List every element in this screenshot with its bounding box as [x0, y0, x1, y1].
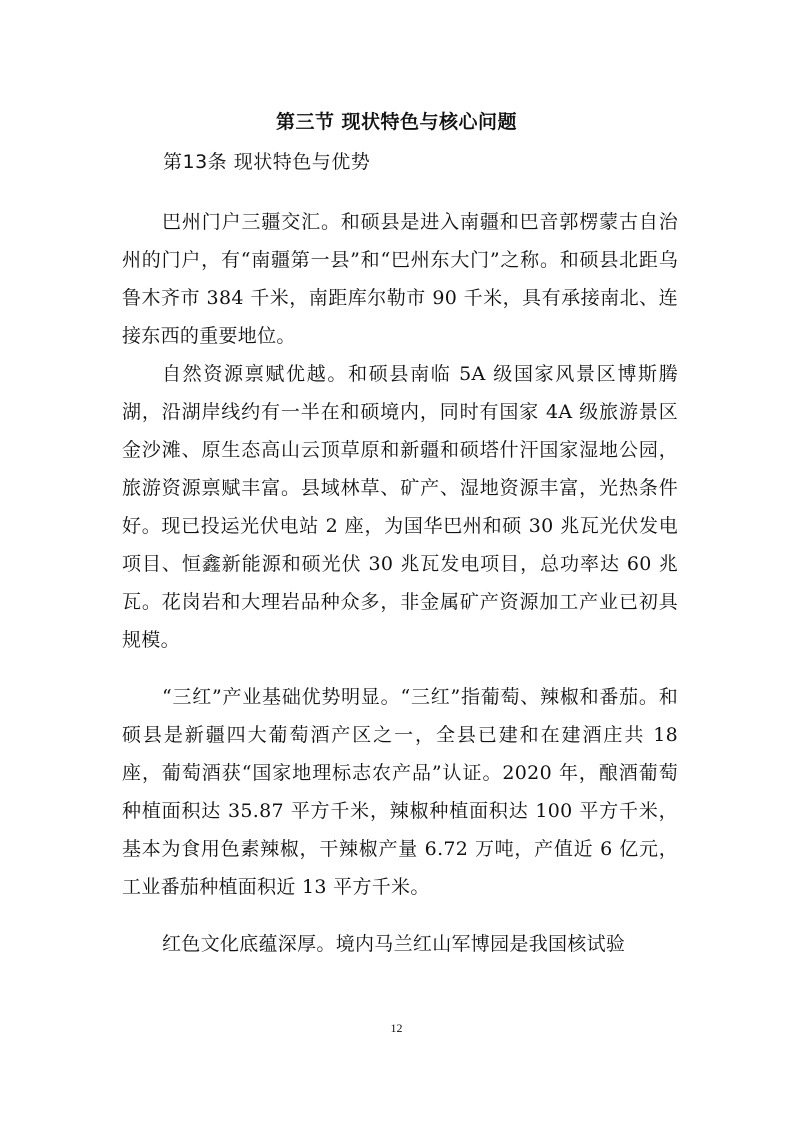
paragraph-three-red-industry: “三红”产业基础优势明显。“三红”指葡萄、辣椒和番茄。和硕县是新疆四大葡萄酒产区之一，全县已建和在建酒庄共 18 座，葡萄酒获“国家地理标志农产品”认证。2020 年，酿酒葡萄种植面积达 35.87 平方千米，辣椒种植面积达 100 平方千米，基本为食用色素辣椒，干辣椒产量 6.72 万吨，产值近 6 亿元，工业番茄种植面积近 13 平方千米。 [122, 686, 678, 898]
page-number: 12 [390, 1021, 403, 1035]
article-title: 第13条 现状特色与优势 [163, 151, 371, 173]
paragraph-gateway: 巴州门户三疆交汇。和硕县是进入南疆和巴音郭楞蒙古自治州的门户，有“南疆第一县”和“巴州东大门”之称。和硕县北距乌鲁木齐市 384 千米，南距库尔勒市 90 千米，具有承接南北、连接东西的重要地位。 [122, 211, 678, 347]
paragraph-red-culture: 红色文化底蕴深厚。境内马兰红山军博园是我国核试验 [162, 933, 626, 955]
paragraph-natural-resources: 自然资源禀赋优越。和硕县南临 5A 级国家风景区博斯腾湖，沿湖岸线约有一半在和硕境内，同时有国家 4A 级旅游景区金沙滩、原生态高山云顶草原和新疆和硕塔什汗国家湿地公园，旅游资源禀赋丰富。县域林草、矿产、湿地资源丰富，光热条件好。现已投运光伏电站 2 座，为国华巴州和硕 30 兆瓦光伏发电项目、恒鑫新能源和硕光伏 30 兆瓦发电项目，总功率达 60 兆瓦。花岗岩和大理岩品种众多，非金属矿产资源加工产业已初具规模。 [122, 363, 678, 651]
section-title: 第三节 现状特色与核心问题 [275, 111, 518, 133]
